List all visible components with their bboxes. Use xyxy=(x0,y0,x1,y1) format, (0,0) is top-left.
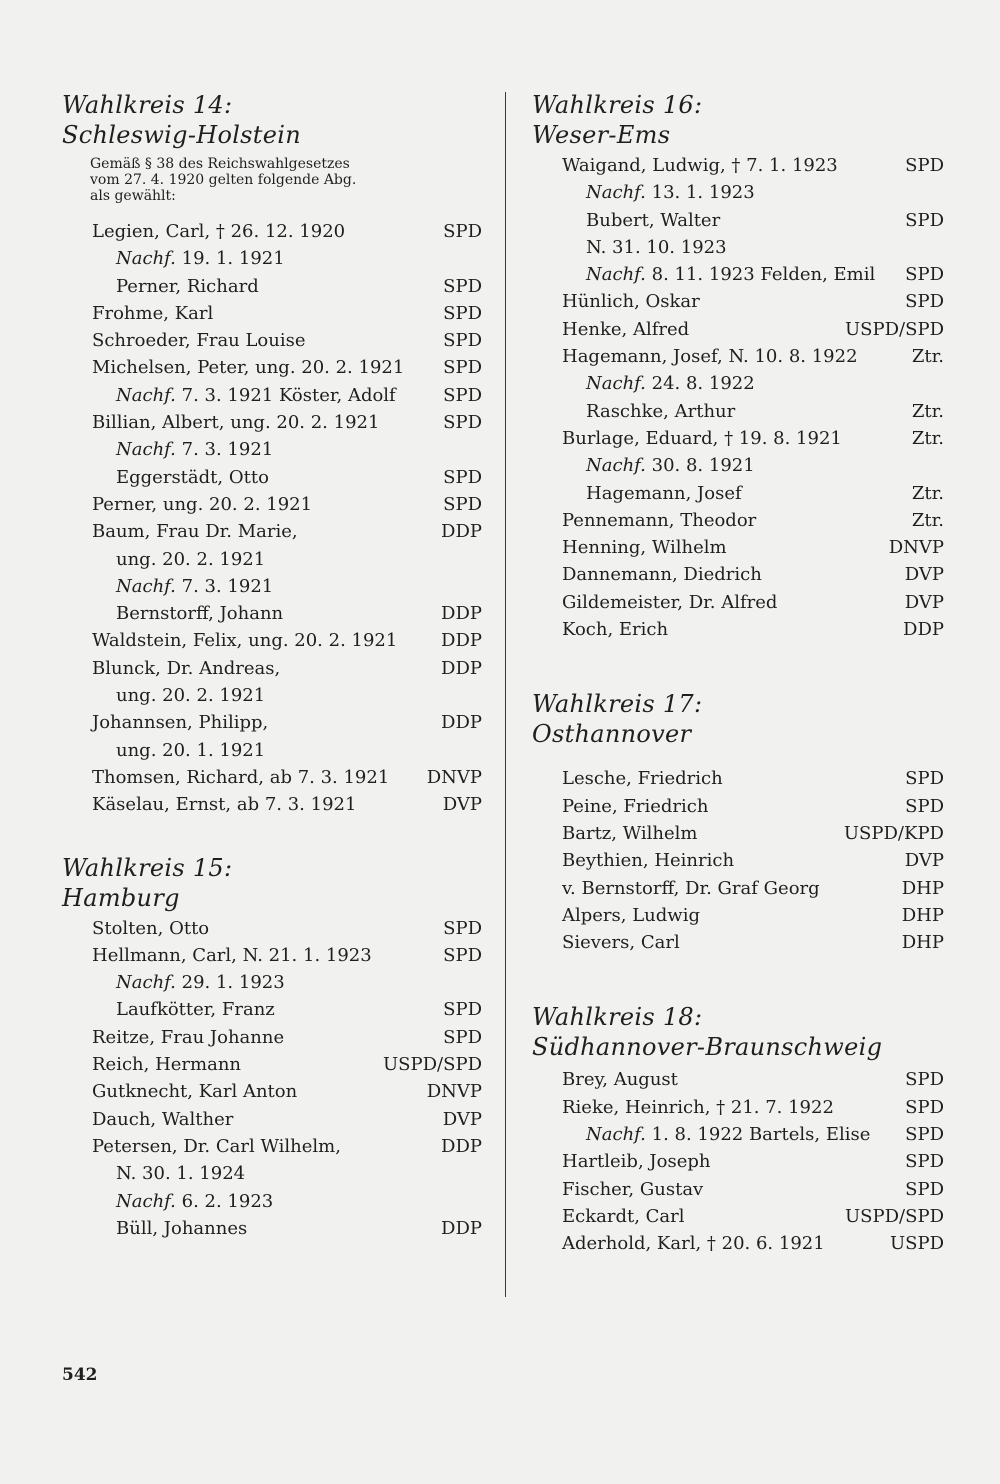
member-entry xyxy=(62,1051,482,1078)
member-entry xyxy=(532,561,944,588)
section-title-line1: Wahlkreis 17: xyxy=(532,690,703,719)
member-entry xyxy=(62,915,482,942)
party-label: DNVP xyxy=(426,1081,482,1103)
member-entry xyxy=(532,875,944,902)
member-name: Pennemann, Theodor xyxy=(562,509,757,531)
party-label: SPD xyxy=(443,493,482,515)
member-name: Dannemann, Diedrich xyxy=(562,564,762,586)
member-name: Frohme, Karl xyxy=(92,302,214,324)
section-title-line1: Wahlkreis 14: xyxy=(62,91,233,119)
section-title-line1: Wahlkreis 16: xyxy=(532,91,703,119)
member-entry xyxy=(532,207,944,234)
member-entry xyxy=(532,1230,944,1257)
member-entry xyxy=(62,1133,482,1160)
member-name: Baum, Frau Dr. Marie, xyxy=(92,521,298,543)
member-name: Käselau, Ernst, ab 7. 3. 1921 xyxy=(92,794,357,816)
party-label: SPD xyxy=(905,1178,944,1200)
member-entry xyxy=(62,546,482,573)
party-label: DDP xyxy=(441,603,482,625)
member-entry xyxy=(62,1106,482,1133)
member-entry xyxy=(532,1148,944,1175)
member-entry xyxy=(62,969,482,996)
member-entry xyxy=(532,261,944,288)
member-name: ung. 20. 1. 1921 xyxy=(116,739,266,761)
member-name: Bubert, Walter xyxy=(586,209,721,231)
party-label: SPD xyxy=(443,357,482,379)
party-label: Ztr. xyxy=(911,427,944,449)
member-name: Nachf. 30. 8. 1921 xyxy=(586,455,755,477)
member-entry xyxy=(62,1215,482,1242)
party-label: SPD xyxy=(905,768,944,790)
member-entry xyxy=(532,152,944,179)
party-label: Ztr. xyxy=(911,346,944,368)
party-label: DDP xyxy=(903,619,944,641)
member-entry xyxy=(532,929,944,956)
member-entry xyxy=(532,616,944,643)
member-name: Hagemann, Josef xyxy=(586,482,742,504)
section-title-line2: Weser-Ems xyxy=(532,121,671,149)
party-label: DVP xyxy=(904,850,944,872)
member-name: Gutknecht, Karl Anton xyxy=(92,1081,298,1103)
section-title-line2: Hamburg xyxy=(62,883,180,912)
left-column xyxy=(62,90,482,1242)
member-entry xyxy=(532,425,944,452)
party-label: SPD xyxy=(905,795,944,817)
member-entry xyxy=(532,507,944,534)
note-line: vom 27. 4. 1920 gelten folgende Abg. xyxy=(90,172,357,188)
note-line: Gemäß § 38 des Reichswahlgesetzes xyxy=(90,156,350,172)
section-wahlkreis-14 xyxy=(62,90,482,819)
member-entry xyxy=(532,534,944,561)
legal-note xyxy=(90,156,482,204)
member-entry xyxy=(532,1066,944,1093)
member-name: N. 30. 1. 1924 xyxy=(116,1163,246,1185)
party-label: DHP xyxy=(901,932,944,954)
party-label: DHP xyxy=(901,904,944,926)
member-name: N. 31. 10. 1923 xyxy=(586,236,727,258)
party-label: DVP xyxy=(904,591,944,613)
member-entry xyxy=(532,234,944,261)
member-name: Hellmann, Carl, N. 21. 1. 1923 xyxy=(92,944,372,966)
member-name: Reitze, Frau Johanne xyxy=(92,1026,285,1048)
member-entry xyxy=(62,1188,482,1215)
member-name: Blunck, Dr. Andreas, xyxy=(92,657,281,679)
member-entry xyxy=(532,398,944,425)
member-name: Perner, ung. 20. 2. 1921 xyxy=(92,493,313,515)
party-label: SPD xyxy=(905,209,944,231)
member-entry xyxy=(62,518,482,545)
party-label: DDP xyxy=(441,657,482,679)
party-label: DDP xyxy=(441,630,482,652)
member-entry xyxy=(532,1176,944,1203)
member-name: Hagemann, Josef, N. 10. 8. 1922 xyxy=(562,346,858,368)
member-name: Laufkötter, Franz xyxy=(116,999,275,1021)
section-wahlkreis-18 xyxy=(532,1002,944,1257)
member-entry xyxy=(62,464,482,491)
party-label: DDP xyxy=(441,1217,482,1239)
column-divider xyxy=(505,92,506,1297)
member-entry xyxy=(532,288,944,315)
member-name: Koch, Erich xyxy=(562,619,669,641)
member-name: Hartleib, Joseph xyxy=(562,1151,711,1173)
member-name: Schroeder, Frau Louise xyxy=(92,330,306,352)
party-label: SPD xyxy=(905,264,944,286)
member-name: Petersen, Dr. Carl Wilhelm, xyxy=(92,1135,341,1157)
section-wahlkreis-17 xyxy=(532,689,944,956)
member-list xyxy=(62,915,482,1243)
member-name: Nachf. 7. 3. 1921 Köster, Adolf xyxy=(116,384,396,406)
section-title-line1: Wahlkreis 18: xyxy=(532,1003,703,1032)
member-name: Billian, Albert, ung. 20. 2. 1921 xyxy=(92,412,380,434)
member-entry xyxy=(62,1078,482,1105)
member-name: Burlage, Eduard, † 19. 8. 1921 xyxy=(562,427,842,449)
section-title-line1: Wahlkreis 15: xyxy=(62,853,233,882)
member-entry xyxy=(532,589,944,616)
member-name: Johannsen, Philipp, xyxy=(92,712,269,734)
party-label: DDP xyxy=(441,1135,482,1157)
party-label: SPD xyxy=(443,302,482,324)
member-name: Waldstein, Felix, ung. 20. 2. 1921 xyxy=(92,630,398,652)
member-entry xyxy=(62,655,482,682)
member-name: v. Bernstorff, Dr. Graf Georg xyxy=(562,877,820,899)
party-label: SPD xyxy=(443,1026,482,1048)
member-name: Bernstorff, Johann xyxy=(116,603,284,625)
party-label: USPD/SPD xyxy=(845,1205,944,1227)
member-entry xyxy=(62,300,482,327)
member-name: Perner, Richard xyxy=(116,275,259,297)
member-entry xyxy=(62,436,482,463)
member-name: Nachf. 6. 2. 1923 xyxy=(116,1190,274,1212)
party-label: DNVP xyxy=(888,537,944,559)
member-entry xyxy=(532,847,944,874)
party-label: SPD xyxy=(443,330,482,352)
member-entry xyxy=(62,627,482,654)
member-list xyxy=(532,152,944,643)
note-line: als gewählt: xyxy=(90,188,176,204)
member-name: Raschke, Arthur xyxy=(586,400,736,422)
right-column xyxy=(532,90,944,1258)
party-label: SPD xyxy=(443,917,482,939)
member-name: Sievers, Carl xyxy=(562,932,680,954)
member-entry xyxy=(532,370,944,397)
member-name: Alpers, Ludwig xyxy=(562,904,700,926)
member-entry xyxy=(532,179,944,206)
party-label: SPD xyxy=(905,1124,944,1146)
member-name: Peine, Friedrich xyxy=(562,795,709,817)
member-entry xyxy=(62,327,482,354)
member-name: Hünlich, Oskar xyxy=(562,291,700,313)
member-name: Büll, Johannes xyxy=(116,1217,248,1239)
section-title-line2: Osthannover xyxy=(532,720,692,749)
member-entry xyxy=(62,764,482,791)
member-entry xyxy=(532,793,944,820)
party-label: SPD xyxy=(443,384,482,406)
member-entry xyxy=(532,820,944,847)
party-label: DVP xyxy=(442,1108,482,1130)
section-wahlkreis-15 xyxy=(62,853,482,1243)
member-entry xyxy=(532,902,944,929)
member-name: Gildemeister, Dr. Alfred xyxy=(562,591,778,613)
party-label: SPD xyxy=(443,944,482,966)
member-entry xyxy=(62,1024,482,1051)
member-entry xyxy=(62,996,482,1023)
section-wahlkreis-16 xyxy=(532,90,944,643)
member-name: Nachf. 24. 8. 1922 xyxy=(586,373,755,395)
member-name: Dauch, Walther xyxy=(92,1108,234,1130)
member-name: Lesche, Friedrich xyxy=(562,768,723,790)
party-label: SPD xyxy=(443,999,482,1021)
member-entry xyxy=(532,316,944,343)
member-entry xyxy=(62,218,482,245)
member-name: Stolten, Otto xyxy=(92,917,210,939)
party-label: SPD xyxy=(905,155,944,176)
member-name: Rieke, Heinrich, † 21. 7. 1922 xyxy=(562,1096,834,1118)
member-name: Bartz, Wilhelm xyxy=(562,822,698,844)
member-entry xyxy=(62,382,482,409)
member-entry xyxy=(62,737,482,764)
member-entry xyxy=(62,600,482,627)
member-entry xyxy=(62,942,482,969)
member-entry xyxy=(532,452,944,479)
member-name: Brey, August xyxy=(562,1069,678,1091)
party-label: USPD xyxy=(889,1233,944,1255)
member-name: Waigand, Ludwig, † 7. 1. 1923 xyxy=(562,155,838,176)
member-name: Aderhold, Karl, † 20. 6. 1921 xyxy=(562,1233,825,1255)
member-list xyxy=(532,765,944,956)
party-label: USPD/SPD xyxy=(383,1054,482,1076)
party-label: USPD/SPD xyxy=(845,318,944,340)
section-title-line2: Schleswig-Holstein xyxy=(62,121,301,149)
party-label: SPD xyxy=(443,412,482,434)
member-entry xyxy=(532,480,944,507)
member-entry xyxy=(62,273,482,300)
member-name: Fischer, Gustav xyxy=(562,1178,704,1200)
member-name: Nachf. 8. 11. 1923 Felden, Emil xyxy=(586,264,876,286)
party-label: Ztr. xyxy=(911,509,944,531)
party-label: SPD xyxy=(905,291,944,313)
member-entry xyxy=(62,354,482,381)
party-label: DVP xyxy=(904,564,944,586)
member-name: Nachf. 7. 3. 1921 xyxy=(116,439,274,461)
party-label: SPD xyxy=(443,221,482,242)
party-label: DHP xyxy=(901,877,944,899)
member-entry xyxy=(532,765,944,792)
party-label: SPD xyxy=(443,466,482,488)
member-entry xyxy=(532,1094,944,1121)
member-name: Beythien, Heinrich xyxy=(562,850,735,872)
party-label: SPD xyxy=(905,1151,944,1173)
party-label: SPD xyxy=(905,1069,944,1091)
member-entry xyxy=(62,245,482,272)
party-label: DDP xyxy=(441,712,482,734)
member-list xyxy=(62,218,482,819)
page-number: 542 xyxy=(62,1365,98,1385)
member-entry xyxy=(532,1121,944,1148)
party-label: DNVP xyxy=(426,766,482,788)
member-name: Nachf. 19. 1. 1921 xyxy=(116,248,285,270)
member-entry xyxy=(532,1203,944,1230)
party-label: USPD/KPD xyxy=(843,822,944,844)
member-name: Nachf. 7. 3. 1921 xyxy=(116,575,274,597)
party-label: Ztr. xyxy=(911,482,944,504)
member-name: Legien, Carl, † 26. 12. 1920 xyxy=(92,221,346,242)
member-entry xyxy=(62,791,482,818)
member-list xyxy=(532,1066,944,1257)
member-entry xyxy=(532,343,944,370)
party-label: SPD xyxy=(905,1096,944,1118)
party-label: DVP xyxy=(442,794,482,816)
member-name: Michelsen, Peter, ung. 20. 2. 1921 xyxy=(92,357,405,379)
member-name: Eggerstädt, Otto xyxy=(116,466,269,488)
member-name: Henning, Wilhelm xyxy=(562,537,727,559)
member-entry xyxy=(62,409,482,436)
section-title-line2: Südhannover-Braunschweig xyxy=(532,1033,883,1062)
member-entry xyxy=(62,1160,482,1187)
member-name: Henke, Alfred xyxy=(562,318,690,340)
member-entry xyxy=(62,573,482,600)
member-name: ung. 20. 2. 1921 xyxy=(116,548,266,570)
member-entry xyxy=(62,491,482,518)
member-name: Eckardt, Carl xyxy=(562,1205,685,1227)
member-entry xyxy=(62,709,482,736)
member-name: Nachf. 29. 1. 1923 xyxy=(116,972,285,994)
member-name: Nachf. 1. 8. 1922 Bartels, Elise xyxy=(586,1124,871,1146)
member-entry xyxy=(62,682,482,709)
party-label: Ztr. xyxy=(911,400,944,422)
party-label: DDP xyxy=(441,521,482,543)
member-name: ung. 20. 2. 1921 xyxy=(116,685,266,707)
member-name: Thomsen, Richard, ab 7. 3. 1921 xyxy=(92,766,390,788)
member-name: Reich, Hermann xyxy=(92,1054,242,1076)
member-name: Nachf. 13. 1. 1923 xyxy=(586,182,755,204)
party-label: SPD xyxy=(443,275,482,297)
